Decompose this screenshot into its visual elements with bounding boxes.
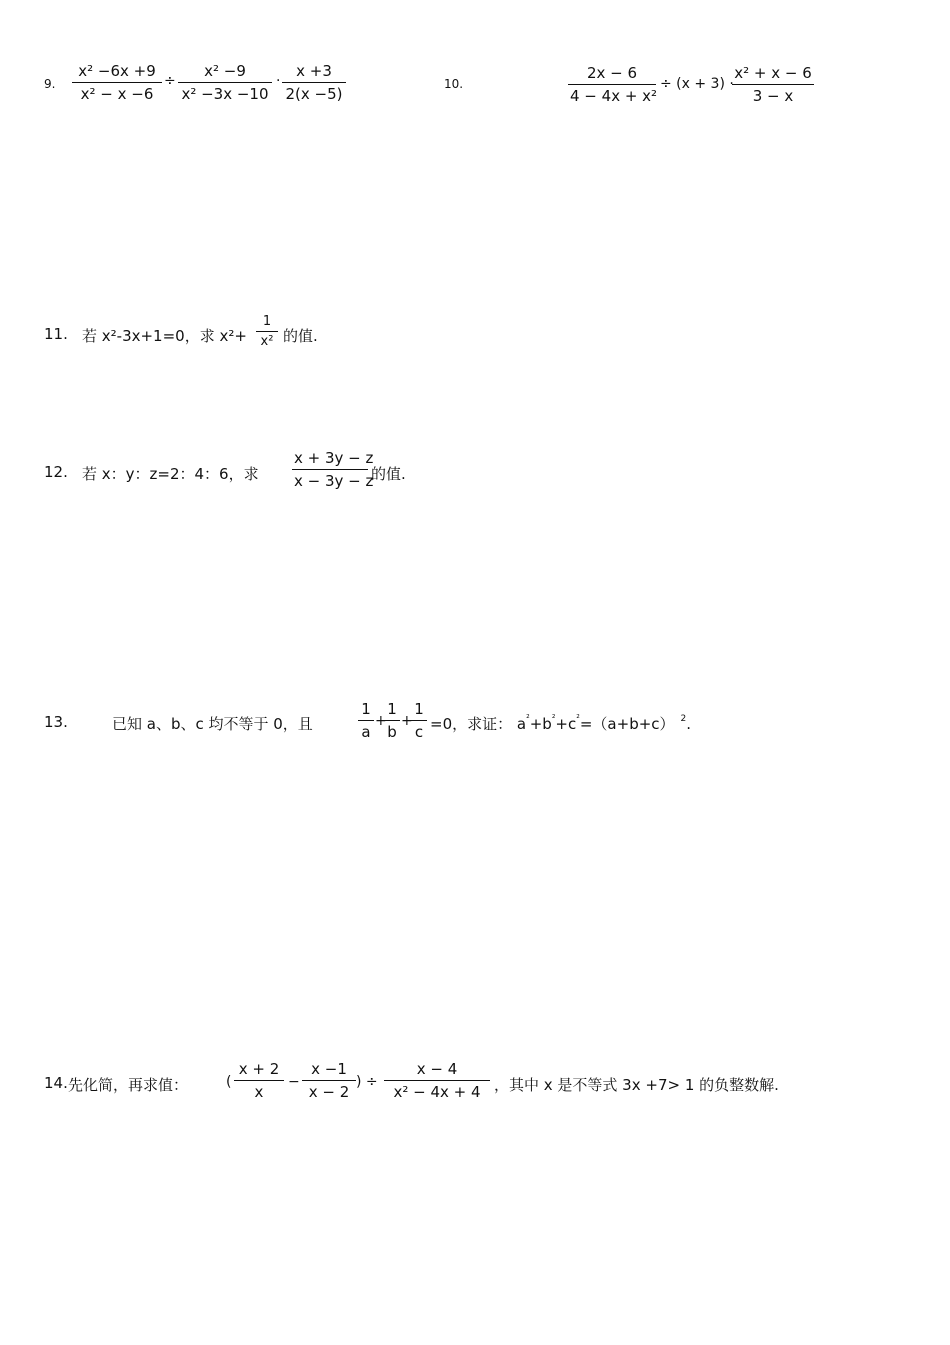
denominator: x − 2 (308, 1083, 350, 1101)
problem-text-suffix: ，其中 x 是不等式 3x +7> 1 的负整数解. (494, 1076, 779, 1094)
problem-number: 13. (44, 713, 68, 731)
numerator: x − 4 (416, 1060, 458, 1078)
fraction (292, 449, 374, 490)
problem-number: 9. (44, 77, 56, 91)
problem-number: 12. (44, 463, 68, 481)
problem-text-suffix: 的值. (371, 465, 406, 483)
denominator: x² (260, 334, 274, 349)
numerator: x + 3y − z (294, 449, 374, 467)
fraction (732, 64, 814, 105)
plus-sign: + (401, 713, 413, 729)
denominator: x (254, 1083, 264, 1101)
problem-number: 10. (444, 77, 464, 91)
multiplication-dot: · (276, 73, 281, 89)
numerator: x + 2 (238, 1060, 280, 1078)
denominator: 4 − 4x + x² (570, 87, 658, 105)
division-sign: ÷ (164, 73, 176, 89)
denominator: x² − x −6 (80, 85, 154, 103)
numerator: 1 (414, 700, 424, 718)
plus-sign: + (375, 713, 387, 729)
left-paren: ( (226, 1074, 232, 1090)
fraction (256, 314, 278, 349)
numerator: x +3 (296, 62, 332, 80)
denominator: x² −3x −10 (181, 85, 269, 103)
problem-text-suffix: =0，求证： $a^{^2}+b^{^2}+c^{^2}=(a+b+c)$ $^2$. (430, 714, 692, 733)
problem-text: 若 x：y：z=2：4：6，求 (82, 465, 259, 483)
problem-text-suffix: 的值. (283, 327, 318, 345)
denominator: a (361, 723, 371, 741)
denominator: x − 3y − z (294, 472, 374, 490)
problem-number: 14. (44, 1074, 68, 1092)
fraction (384, 700, 400, 741)
numerator: x² −9 (204, 62, 246, 80)
fraction (282, 62, 346, 103)
fraction (358, 700, 374, 741)
denominator: c (414, 723, 424, 741)
fraction (411, 700, 427, 741)
right-paren-divide: ) ÷ (356, 1074, 378, 1090)
fraction (178, 62, 272, 103)
problem-text: 若 x²-3x+1=0，求 x²+ (82, 327, 247, 345)
fraction (302, 1060, 356, 1101)
numerator: x −1 (311, 1060, 347, 1078)
fraction (568, 64, 656, 105)
operator: ÷ (x + 3) · (660, 76, 734, 92)
denominator: b (387, 723, 397, 741)
numerator: x² −6x +9 (78, 62, 156, 80)
fraction (72, 62, 162, 103)
numerator: 2x − 6 (586, 64, 638, 82)
numerator: 1 (387, 700, 397, 718)
denominator: 2(x −5) (285, 85, 343, 103)
numerator: 1 (361, 700, 371, 718)
problem-text: 先化简，再求值： (68, 1076, 189, 1094)
problem-number: 11. (44, 325, 68, 343)
minus-sign: − (288, 1074, 300, 1090)
problem-text: 已知 a、b、c 均不等于 0，且 (112, 715, 313, 733)
fraction (384, 1060, 490, 1101)
fraction (234, 1060, 284, 1101)
denominator: x² − 4x + 4 (393, 1083, 481, 1101)
numerator: 1 (262, 314, 272, 329)
numerator: x² + x − 6 (734, 64, 812, 82)
denominator: 3 − x (752, 87, 794, 105)
